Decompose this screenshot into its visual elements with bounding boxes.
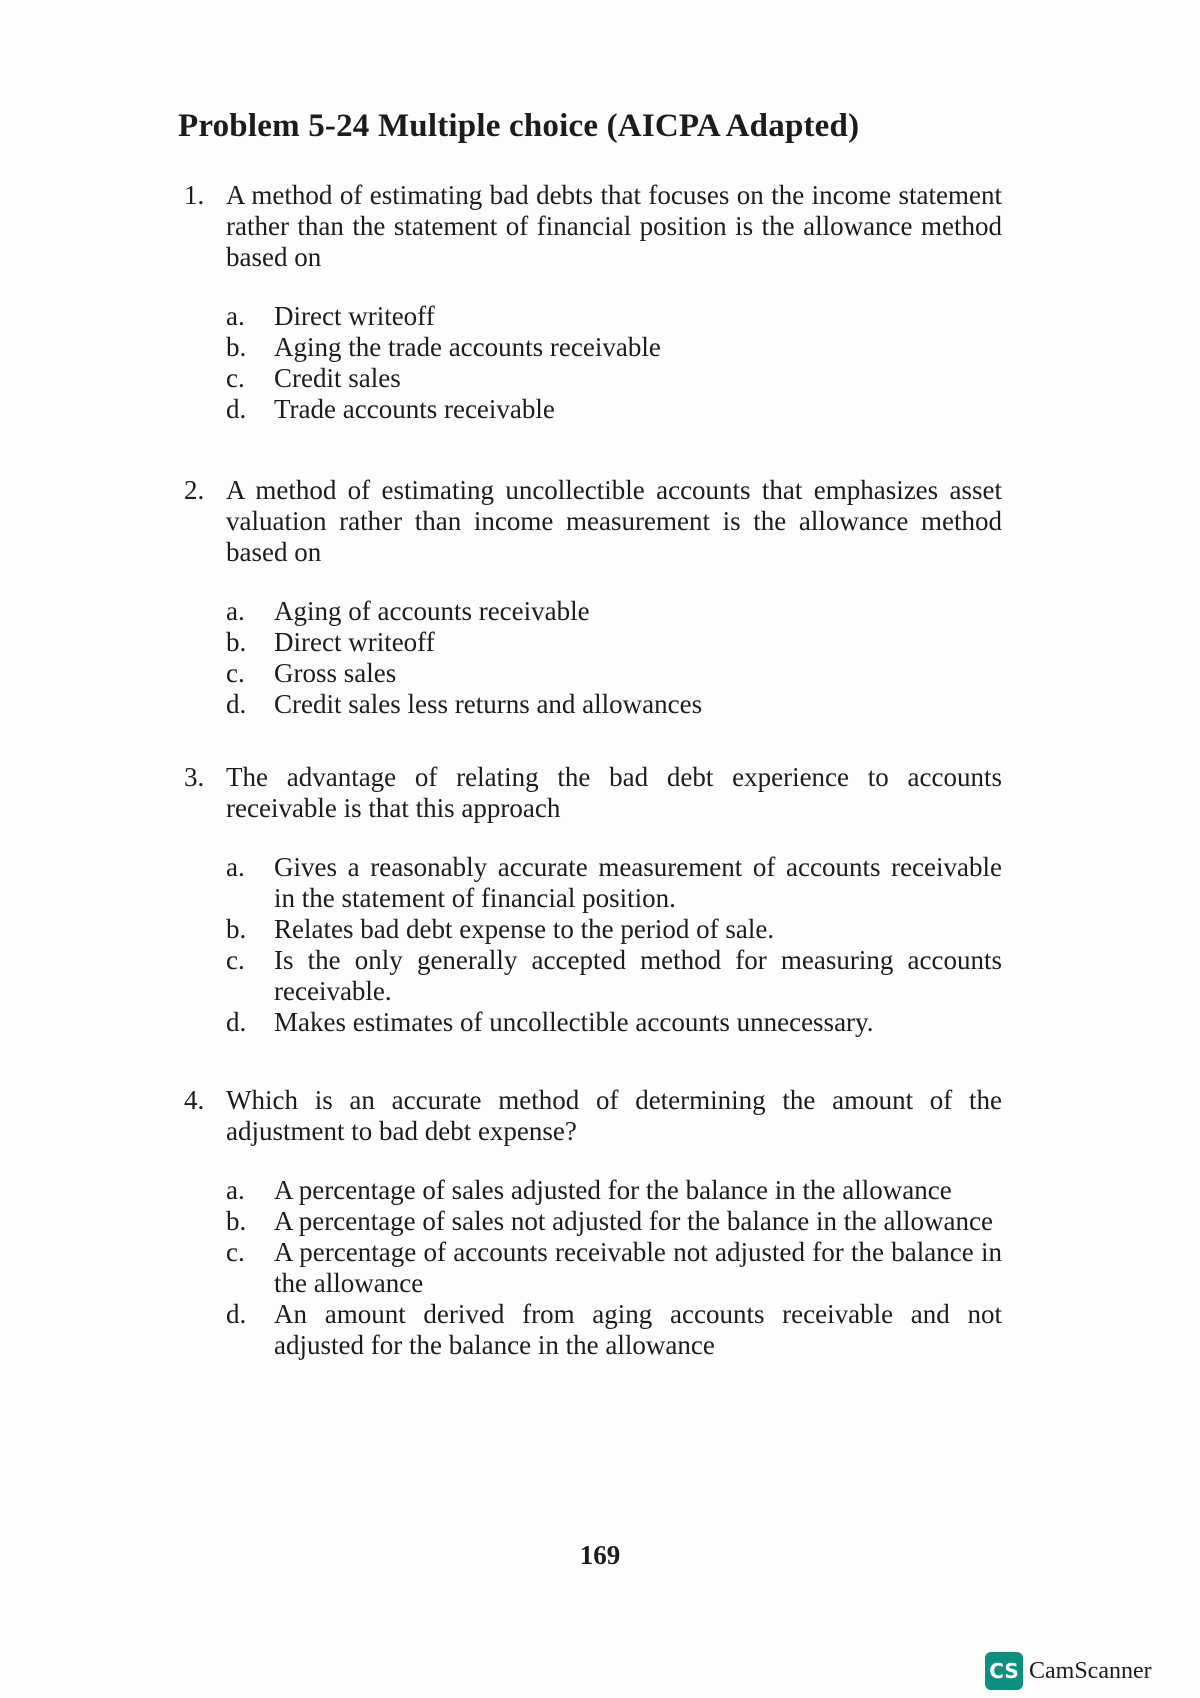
choice-c bbox=[226, 1237, 1004, 1299]
choice-a bbox=[226, 301, 1004, 332]
choice-letter: b. bbox=[226, 332, 247, 362]
choice-letter: c. bbox=[226, 658, 245, 688]
question-3 bbox=[184, 762, 1004, 1038]
question-1 bbox=[184, 180, 1004, 425]
choice-text: A percentage of sales adjusted for the balance in the allowance bbox=[274, 1175, 952, 1205]
choice-text: Trade accounts receivable bbox=[274, 394, 555, 424]
choice-letter: d. bbox=[226, 689, 247, 719]
question-text: The advantage of relating the bad debt experience to accounts receivable is that this approach bbox=[226, 762, 1002, 823]
choice-b bbox=[226, 1206, 1004, 1237]
choice-letter: a. bbox=[226, 1175, 245, 1205]
choice-b bbox=[226, 914, 1004, 945]
choice-b bbox=[226, 332, 1004, 363]
choice-letter: b. bbox=[226, 1206, 247, 1236]
choice-text: Direct writeoff bbox=[274, 301, 435, 331]
question-number: 3. bbox=[184, 762, 205, 792]
camscanner-name: CamScanner bbox=[1029, 1657, 1152, 1684]
choice-a bbox=[226, 596, 1004, 627]
choice-list bbox=[226, 596, 1004, 720]
choice-d bbox=[226, 1299, 1004, 1361]
choice-text: Direct writeoff bbox=[274, 627, 435, 657]
choice-text: Aging of accounts receivable bbox=[274, 596, 590, 626]
question-text: A method of estimating bad debts that focuses on the income statement rather than the statement of financial position is the allowance method based on bbox=[226, 180, 1002, 272]
choice-list bbox=[226, 852, 1004, 1038]
choice-text: Aging the trade accounts receivable bbox=[274, 332, 661, 362]
choice-letter: a. bbox=[226, 301, 245, 331]
choice-text: A percentage of accounts receivable not adjusted for the balance in the allowance bbox=[274, 1237, 1002, 1298]
choice-c bbox=[226, 658, 1004, 689]
choice-a bbox=[226, 852, 1004, 914]
choice-text: Gives a reasonably accurate measurement of accounts receivable in the statement of financial position. bbox=[274, 852, 1002, 913]
choice-letter: a. bbox=[226, 852, 245, 882]
choice-d bbox=[226, 1007, 1004, 1038]
choice-d bbox=[226, 394, 1004, 425]
choice-text: An amount derived from aging accounts receivable and not adjusted for the balance in the allowance bbox=[274, 1299, 1002, 1360]
choice-text: A percentage of sales not adjusted for the balance in the allowance bbox=[274, 1206, 993, 1236]
choice-letter: d. bbox=[226, 1299, 247, 1329]
choice-letter: c. bbox=[226, 945, 245, 975]
choice-text: Is the only generally accepted method for measuring accounts receivable. bbox=[274, 945, 1002, 1006]
question-number: 4. bbox=[184, 1085, 205, 1115]
choice-letter: d. bbox=[226, 394, 247, 424]
page-number: 169 bbox=[579, 1540, 621, 1570]
choice-letter: a. bbox=[226, 596, 245, 626]
choice-text: Gross sales bbox=[274, 658, 397, 688]
choice-d bbox=[226, 689, 1004, 720]
question-number: 2. bbox=[184, 475, 205, 505]
question-text: Which is an accurate method of determining the amount of the adjustment to bad debt expense? bbox=[226, 1085, 1002, 1146]
question-text: A method of estimating uncollectible accounts that emphasizes asset valuation rather than income measurement is the allowance method based on bbox=[226, 475, 1002, 567]
choice-list bbox=[226, 1175, 1004, 1361]
choice-text: Relates bad debt expense to the period of sale. bbox=[274, 914, 775, 944]
choice-c bbox=[226, 363, 1004, 394]
choice-text: Makes estimates of uncollectible accounts unnecessary. bbox=[274, 1007, 874, 1037]
question-4 bbox=[184, 1085, 1004, 1361]
choice-b bbox=[226, 627, 1004, 658]
choice-text: Credit sales bbox=[274, 363, 401, 393]
choice-letter: d. bbox=[226, 1007, 247, 1037]
choice-a bbox=[226, 1175, 1004, 1206]
choice-letter: c. bbox=[226, 1237, 245, 1267]
choice-list bbox=[226, 301, 1004, 425]
question-number: 1. bbox=[184, 180, 205, 210]
question-2 bbox=[184, 475, 1004, 720]
camscanner-watermark bbox=[985, 1652, 1152, 1690]
problem-title: Problem 5-24 Multiple choice (AICPA Adapted) bbox=[178, 108, 860, 144]
choice-letter: c. bbox=[226, 363, 245, 393]
choice-letter: b. bbox=[226, 914, 247, 944]
camscanner-logo-icon: CS bbox=[985, 1652, 1023, 1690]
choice-text: Credit sales less returns and allowances bbox=[274, 689, 703, 719]
choice-c bbox=[226, 945, 1004, 1007]
choice-letter: b. bbox=[226, 627, 247, 657]
